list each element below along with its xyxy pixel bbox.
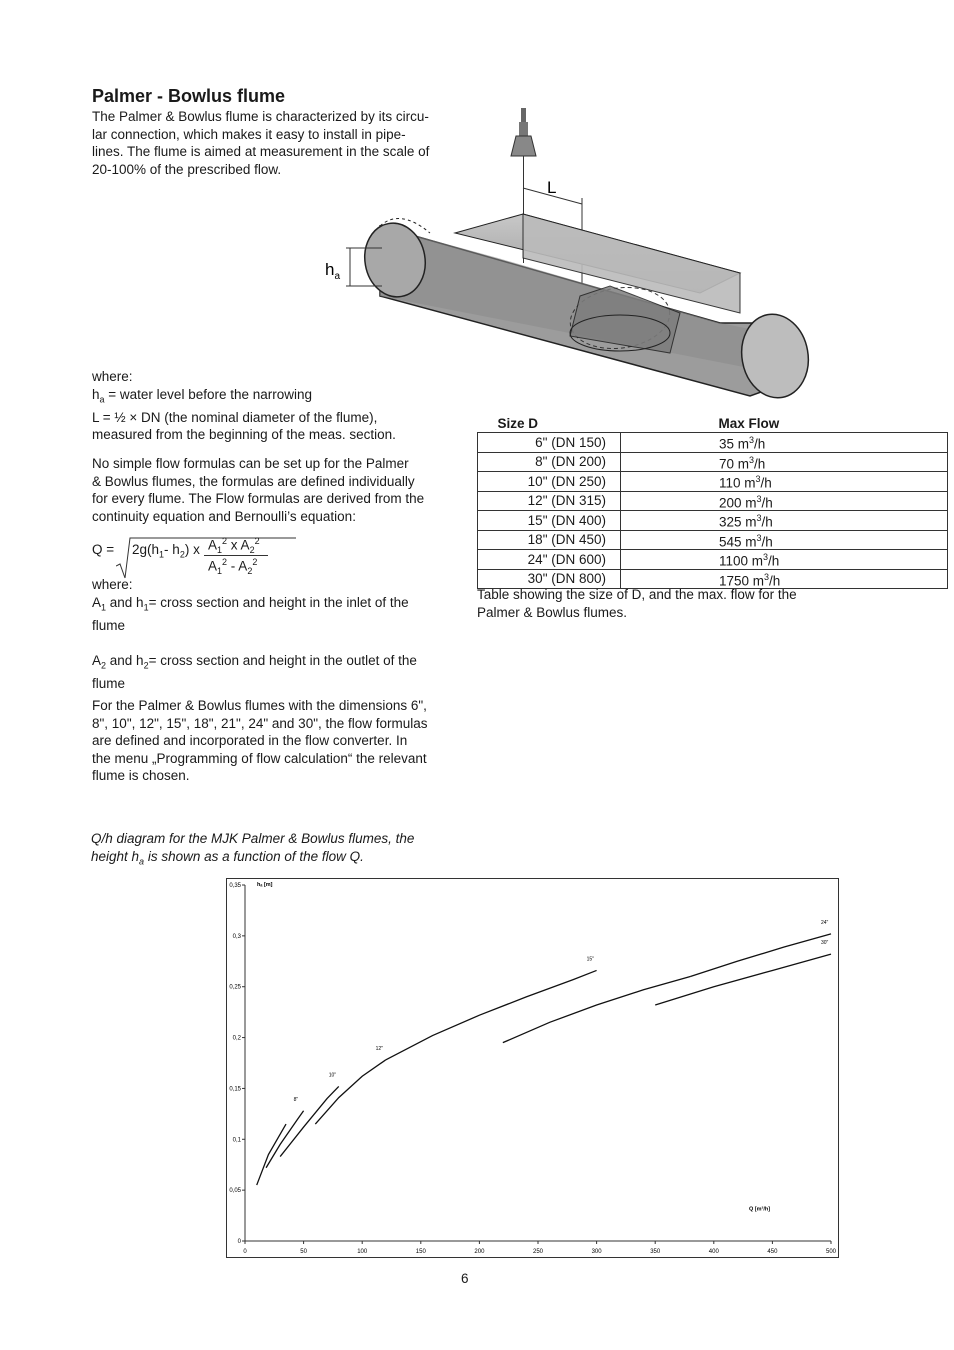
size-cell: 30" (DN 800) <box>478 569 621 589</box>
x-tick-label: 250 <box>532 1249 544 1255</box>
y-tick-label: 0,2 <box>232 1035 241 1042</box>
flow-cell: 1100 $m^3/h$ <box>621 550 948 570</box>
size-cell: 6" (DN 150) <box>478 433 621 453</box>
series-label: 12" <box>375 1045 383 1052</box>
y-tick-label: 0,1 <box>232 1137 241 1144</box>
page-title: Palmer - Bowlus flume <box>92 86 286 106</box>
table-row <box>478 550 948 570</box>
formula-intro: No simple flow formulas can be set up for the Palmer & Bowlus flumes, the formulas are defined individually for every flume. The Flow formulas are derived from the continuity equation and Bernoulli’s equation: <box>92 456 425 524</box>
table-caption: Table showing the size of D, and the max. flow for the Palmer & Bowlus flumes. <box>477 587 797 620</box>
col-max-flow: Max Flow <box>718 415 780 431</box>
y-tick-label: 0,05 <box>229 1188 241 1195</box>
series-label: 30" <box>821 940 829 947</box>
size-cell: 24" (DN 600) <box>478 550 621 570</box>
chart-caption: Q/h diagram for the MJK Palmer & Bowlus flumes, the height $h_a$ is shown as a function of the flow Q. <box>91 831 415 867</box>
flow-cell: 325 $m^3/h$ <box>621 511 948 531</box>
y-tick-label: 0,25 <box>229 984 241 991</box>
series-line-4 <box>386 970 597 1060</box>
series-label: 10" <box>328 1072 337 1079</box>
col-size: Size D <box>497 415 539 431</box>
x-tick-label: 450 <box>767 1249 778 1255</box>
x-tick-label: 150 <box>415 1249 426 1255</box>
flow-cell: 200 $m^3/h$ <box>621 491 948 511</box>
size-flow-table <box>477 414 948 589</box>
where-block-1: where: $h_a$ = water level before the narrowing L = ½ × DN (the nominal diameter of the flume), measured from the beginning of the meas. section. <box>92 369 396 443</box>
x-tick-label: 300 <box>591 1249 602 1255</box>
flow-cell: 545 $m^3/h$ <box>621 530 948 550</box>
series-label: 24" <box>821 919 829 926</box>
table-row <box>478 452 948 472</box>
table-row <box>478 530 948 550</box>
size-cell: 15" (DN 400) <box>478 511 621 531</box>
fraction-bar <box>204 555 268 556</box>
x-tick-label: 400 <box>708 1249 719 1255</box>
x-tick-label: 100 <box>357 1249 368 1255</box>
size-cell: 8" (DN 200) <box>478 452 621 472</box>
series-line-6 <box>690 934 831 977</box>
qh-chart-frame <box>226 878 839 1258</box>
svg-text:ha: $h_a$ <box>325 260 341 282</box>
size-cell: 10" (DN 250) <box>478 472 621 492</box>
y-tick-label: 0 <box>237 1239 241 1245</box>
series-line-2 <box>280 1086 339 1156</box>
series-label: 15" <box>586 956 594 963</box>
table-row <box>478 433 948 453</box>
table-row <box>478 491 948 511</box>
label-L: L <box>547 178 557 197</box>
flume-diagram <box>320 108 820 408</box>
dimensions-paragraph: For the Palmer & Bowlus flumes with the dimensions 6", 8", 10", 12", 15", 18", 21", 24" and 30", the flow formulas are defined and incorporated in the flow converter. In the menu „Programming of flow calculation“ the relevant flume is chosen. <box>92 698 428 783</box>
x-tick-label: 500 <box>825 1249 837 1255</box>
flow-cell: 1750 $m^3/h$ <box>621 569 948 589</box>
y-axis-label: hₐ [m] <box>257 882 273 888</box>
flow-cell: 35 $m^3/h$ <box>621 433 948 453</box>
series-line-1 <box>266 1111 304 1168</box>
x-tick-label: 0 <box>243 1249 247 1255</box>
series-line-3 <box>315 1060 385 1124</box>
x-tick-label: 350 <box>650 1249 661 1255</box>
table-row <box>478 472 948 492</box>
y-tick-label: 0,3 <box>232 933 241 940</box>
flow-formula: Q = $2g(h_1-$ $h_2$) x $A_1^2$ x $A_2^2$ $A_1^2 - A_2^2$ <box>92 536 452 580</box>
y-tick-label: 0,15 <box>229 1086 241 1093</box>
x-tick-label: 50 <box>300 1249 307 1255</box>
size-cell: 18" (DN 450) <box>478 530 621 550</box>
x-tick-label: 200 <box>474 1249 485 1255</box>
series-line-5 <box>503 977 691 1043</box>
page-number: 6 <box>461 1271 469 1286</box>
flow-cell: 70 $m^3/h$ <box>621 452 948 472</box>
where-block-2: where: $A_1$ and $h_1=$ cross section and height in the inlet of the flume $A_2$ and $h_2=$ cross section and height in the outlet of the flume <box>92 577 417 691</box>
series-label: 8" <box>293 1096 299 1103</box>
y-tick-label: 0,35 <box>229 883 241 889</box>
size-cell: 12" (DN 315) <box>478 491 621 511</box>
intro-paragraph: The Palmer & Bowlus flume is characterized by its circu- lar connection, which makes it easy to install in pipe- lines. The flume is aimed at measurement in the scale of 20-100% of the prescribed flow. <box>92 109 430 177</box>
flow-cell: 110 $m^3/h$ <box>621 472 948 492</box>
qh-chart <box>227 879 838 1257</box>
x-axis-label: Q [m³/h] <box>748 1206 771 1213</box>
table-row <box>478 511 948 531</box>
